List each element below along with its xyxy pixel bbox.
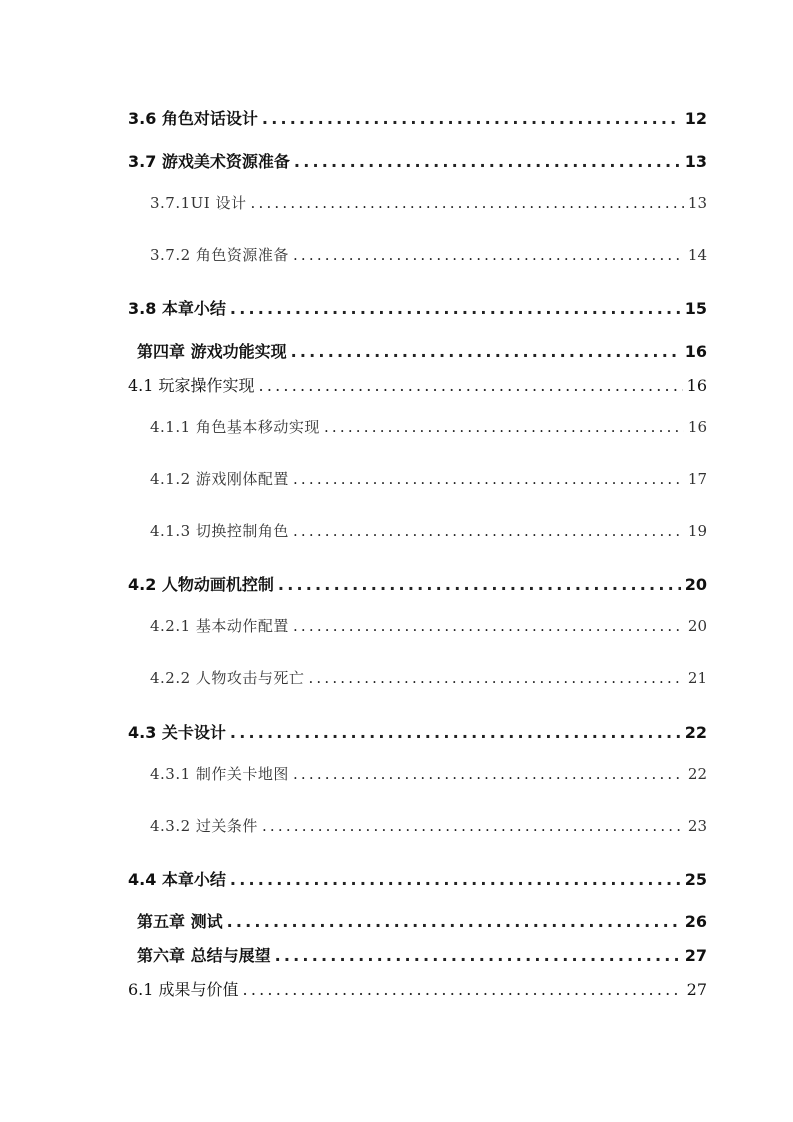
toc-entry-label: 3.6 角色对话设计 — [128, 109, 258, 128]
toc-entry-label: 3.7.1UI 设计 — [150, 194, 247, 212]
toc-entry-3-7-1[interactable] — [150, 192, 707, 213]
toc-entry-label: 第六章 总结与展望 — [137, 946, 271, 965]
toc-entry-label: 4.1.2 游戏刚体配置 — [150, 470, 289, 488]
toc-entry-page: 27 — [686, 980, 707, 999]
dot-leader — [251, 194, 684, 212]
toc-entry-page: 13 — [687, 194, 707, 212]
toc-entry-page: 17 — [687, 470, 707, 488]
toc-entry-label: 6.1 成果与价值 — [128, 980, 239, 999]
toc-entry-label: 4.1.3 切换控制角色 — [150, 522, 289, 540]
toc-entry-4-1[interactable] — [128, 373, 707, 396]
toc-entry-label: 4.2.1 基本动作配置 — [150, 617, 289, 635]
dot-leader — [293, 246, 684, 264]
toc-entry-4-3[interactable] — [128, 720, 707, 743]
toc-entry-4-4[interactable] — [128, 867, 707, 890]
toc-entry-page: 16 — [686, 376, 707, 395]
dot-leader — [293, 522, 684, 540]
dot-leader — [308, 669, 683, 687]
toc-entry-3-6[interactable] — [128, 106, 707, 129]
dot-leader — [278, 575, 681, 594]
dot-leader — [275, 946, 681, 965]
toc-entry-label: 3.7 游戏美术资源准备 — [128, 152, 290, 171]
toc-entry-label: 4.2.2 人物攻击与死亡 — [150, 669, 305, 687]
toc-entry-4-1-1[interactable] — [150, 416, 707, 437]
toc-entry-label: 4.2 人物动画机控制 — [128, 575, 274, 594]
toc-entry-page: 20 — [687, 617, 707, 635]
dot-leader — [293, 470, 684, 488]
dot-leader — [291, 342, 681, 361]
toc-entry-page: 21 — [687, 669, 707, 687]
toc-entry-page: 19 — [687, 522, 707, 540]
dot-leader — [293, 617, 684, 635]
toc-entry-3-7[interactable] — [128, 149, 707, 172]
dot-leader — [259, 376, 683, 395]
toc-entry-label: 第四章 游戏功能实现 — [137, 342, 287, 361]
toc-entry-page: 16 — [687, 418, 707, 436]
toc-entry-page: 16 — [684, 342, 707, 361]
toc-entry-page: 20 — [684, 575, 707, 594]
dot-leader — [230, 299, 681, 318]
toc-entry-4-2-1[interactable] — [150, 615, 707, 636]
toc-entry-page: 12 — [684, 109, 707, 128]
toc-entry-label: 3.8 本章小结 — [128, 299, 226, 318]
toc-entry-page: 13 — [684, 152, 707, 171]
toc-entry-3-8[interactable] — [128, 296, 707, 319]
toc-chapter-4[interactable] — [137, 339, 707, 362]
toc-entry-label: 4.3.2 过关条件 — [150, 817, 258, 835]
toc-chapter-6[interactable] — [137, 943, 707, 966]
dot-leader — [227, 912, 681, 931]
toc-entry-label: 4.1.1 角色基本移动实现 — [150, 418, 320, 436]
toc-entry-page: 26 — [684, 912, 707, 931]
toc-entry-4-1-3[interactable] — [150, 520, 707, 541]
toc-entry-4-2-2[interactable] — [150, 667, 707, 688]
toc-entry-page: 25 — [684, 870, 707, 889]
toc-entry-3-7-2[interactable] — [150, 244, 707, 265]
dot-leader — [294, 152, 681, 171]
dot-leader — [243, 980, 683, 999]
dot-leader — [230, 723, 681, 742]
toc-entry-label: 3.7.2 角色资源准备 — [150, 246, 289, 264]
toc-chapter-5[interactable] — [137, 909, 707, 932]
toc-entry-6-1[interactable] — [128, 977, 707, 1000]
toc-entry-page: 27 — [684, 946, 707, 965]
toc-entry-page: 22 — [684, 723, 707, 742]
toc-entry-label: 4.1 玩家操作实现 — [128, 376, 255, 395]
toc-entry-page: 15 — [684, 299, 707, 318]
dot-leader — [262, 109, 681, 128]
toc-entry-4-1-2[interactable] — [150, 468, 707, 489]
toc-entry-page: 22 — [687, 765, 707, 783]
dot-leader — [262, 817, 684, 835]
toc-entry-label: 4.3 关卡设计 — [128, 723, 226, 742]
dot-leader — [324, 418, 684, 436]
toc-entry-page: 14 — [687, 246, 707, 264]
dot-leader — [230, 870, 681, 889]
dot-leader — [293, 765, 684, 783]
toc-entry-4-3-1[interactable] — [150, 763, 707, 784]
toc-entry-label: 第五章 测试 — [137, 912, 223, 931]
toc-entry-4-3-2[interactable] — [150, 815, 707, 836]
toc-entry-page: 23 — [687, 817, 707, 835]
toc-entry-label: 4.4 本章小结 — [128, 870, 226, 889]
toc-entry-label: 4.3.1 制作关卡地图 — [150, 765, 289, 783]
toc-entry-4-2[interactable] — [128, 572, 707, 595]
